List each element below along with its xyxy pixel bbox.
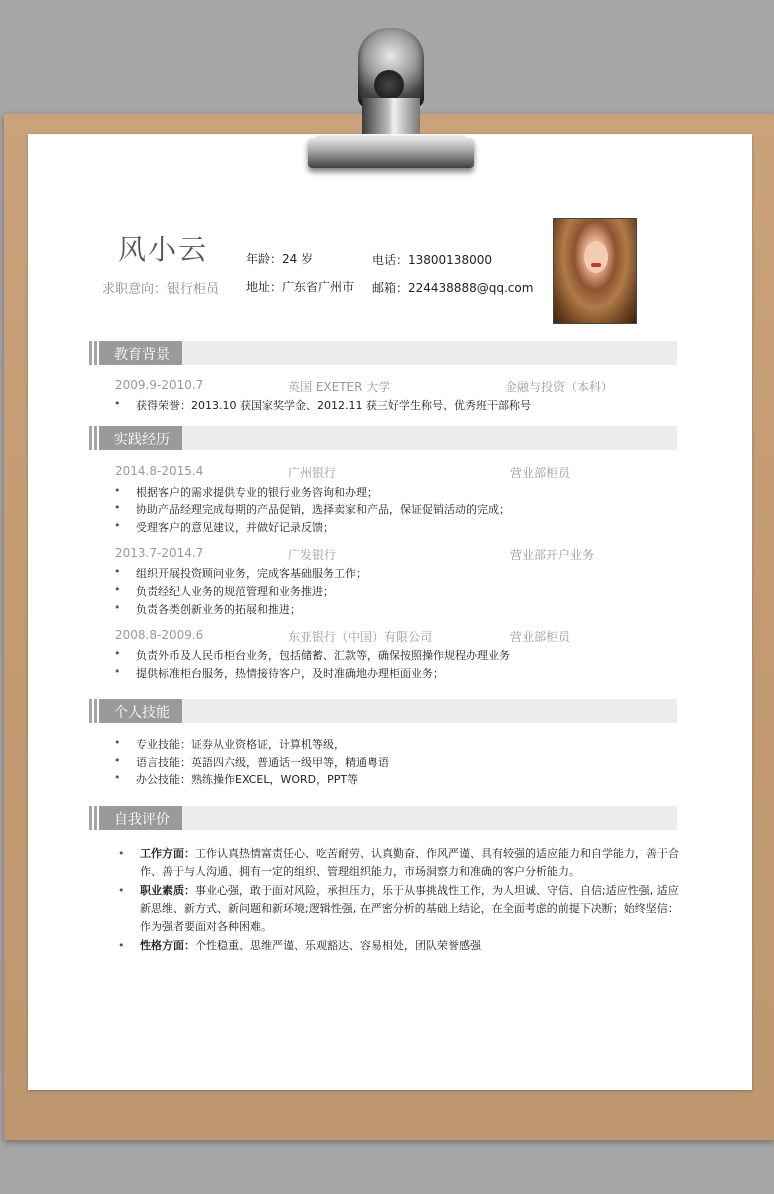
list-item: • 负责各类创新业务的拓展和推进；	[136, 601, 301, 617]
experience-date: 2014.8-2015.4	[115, 464, 204, 478]
phone-field: 电话：13800138000	[372, 253, 492, 267]
experience-role: 营业部开户业务	[510, 548, 595, 562]
evaluation-label: 性格方面：	[140, 939, 195, 952]
list-item: • 组织开展投资顾问业务，完成客基础服务工作；	[136, 565, 367, 581]
binder-clip	[300, 28, 476, 178]
education-major: 金融与投资（本科）	[505, 380, 614, 394]
skill-item: • 办公技能：熟练操作EXCEL，WORD，PPT等	[136, 771, 358, 787]
education-school: 英国 EXETER 大学	[288, 380, 391, 394]
section-skills	[89, 699, 677, 723]
evaluation-label: 职业素质：	[140, 884, 195, 897]
list-item: • 受理客户的意见建议，并做好记录反馈；	[136, 519, 334, 535]
address-field: 地址：广东省广州市	[246, 280, 355, 294]
job-intent: 求职意向：银行柜员	[102, 282, 220, 297]
experience-company: 广发银行	[288, 548, 337, 562]
section-education	[89, 341, 677, 365]
evaluation-item	[140, 937, 680, 955]
evaluation-item	[140, 845, 680, 881]
skill-item: • 语言技能：英語四六级，普通话一级甲等，精通粤语	[136, 754, 389, 770]
section-practice	[89, 426, 677, 450]
section-title: 教育背景	[114, 347, 170, 363]
experience-company: 广州银行	[288, 466, 337, 480]
evaluation-text: 工作认真热情富责任心、吃苦耐劳、认真勤奋、作风严谨、具有较强的适应能力和自学能力，善于合作、善于与人沟通、拥有一定的组织、管理组织能力，市场洞察力和准确的客户分析能力。	[140, 847, 679, 878]
evaluation-text: 个性稳重、思维严谨、乐观豁达、容易相处，团队荣誉感强	[195, 939, 481, 952]
list-item: • 协助产品经理完成每期的产品促销，选择卖家和产品，保证促销活动的完成；	[136, 501, 510, 517]
experience-company: 东亚银行（中国）有限公司	[288, 630, 433, 644]
section-evaluation	[89, 806, 677, 830]
evaluation-label: 工作方面：	[140, 847, 195, 860]
education-honor: • 获得荣誉：2013.10 获国家奖学金、2012.11 获三好学生称号、优秀班干部称号	[136, 397, 531, 413]
list-item: • 负责外币及人民币柜台业务，包括储蓄、汇款等，确保按照操作规程办理业务	[136, 647, 510, 663]
experience-date: 2008.8-2009.6	[115, 628, 204, 642]
list-item: • 根据客户的需求提供专业的银行业务咨询和办理；	[136, 484, 378, 500]
profile-photo	[553, 218, 637, 324]
skill-item: • 专业技能：证券从业资格证，计算机等级，	[136, 736, 345, 752]
email-field: 邮箱：224438888@qq.com	[372, 281, 534, 295]
evaluation-item	[140, 882, 680, 936]
evaluation-text: 事业心强，敢于面对风险，承担压力，乐于从事挑战性工作，为人坦诚、守信、自信;适应性强, 适应新思维、新方式、新问题和新环境;逻辑性强, 在严密分析的基础上结论，在全面考虑的前提下决断；始终坚信：作为强者要面对各种困难。	[140, 884, 679, 933]
age-field: 年龄：24 岁	[246, 252, 314, 266]
section-title: 自我评价	[114, 812, 170, 828]
list-item: • 提供标准柜台服务，热情接待客户，及时准确地办理柜面业务；	[136, 665, 444, 681]
section-title: 个人技能	[114, 705, 170, 721]
experience-date: 2013.7-2014.7	[115, 546, 204, 560]
experience-role: 营业部柜员	[510, 466, 571, 480]
candidate-name: 风小云	[118, 233, 209, 266]
experience-role: 营业部柜员	[510, 630, 571, 644]
section-title: 实践经历	[114, 432, 170, 448]
education-date: 2009.9-2010.7	[115, 378, 204, 392]
list-item: • 负责经纪人业务的规范管理和业务推进；	[136, 583, 334, 599]
